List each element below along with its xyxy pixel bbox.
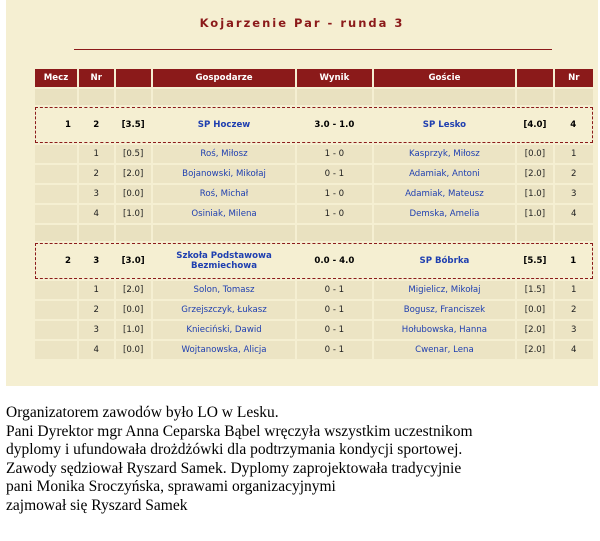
header-away-nr: Nr — [555, 69, 593, 87]
board-number: 1 — [79, 281, 114, 299]
away-board-number: 2 — [555, 301, 593, 319]
board-row — [35, 185, 593, 203]
home-team-nr: 3 — [79, 243, 114, 279]
away-board-number: 4 — [555, 341, 593, 359]
header-mecz: Mecz — [35, 69, 77, 87]
away-board-number: 2 — [555, 165, 593, 183]
away-player-points: [1.0] — [517, 185, 552, 203]
notes-line: zajmował się Ryszard Samek — [6, 496, 188, 514]
notes-line: Pani Dyrektor mgr Anna Ceparska Bąbel wręczyła wszystkim uczestnikom — [6, 422, 473, 440]
away-team-nr: 4 — [555, 107, 593, 143]
away-player-link[interactable]: Kasprzyk, Miłosz — [374, 145, 516, 163]
board-result: 1 - 0 — [297, 185, 371, 203]
board-row — [35, 165, 593, 183]
board-number: 4 — [79, 341, 114, 359]
away-team-link[interactable]: SP Lesko — [374, 107, 516, 143]
notes-line: pani Monika Sroczyńska, sprawami organizacyjnymi — [6, 478, 336, 496]
match-score: 0.0 - 4.0 — [297, 243, 371, 279]
away-board-number: 1 — [555, 145, 593, 163]
match-row — [35, 243, 593, 279]
table-header-row — [35, 69, 593, 87]
home-player-link[interactable]: Osiniak, Milena — [153, 205, 295, 223]
event-notes — [6, 404, 596, 516]
page-title: Kojarzenie Par - runda 3 — [199, 16, 405, 30]
board-result: 0 - 1 — [297, 165, 371, 183]
board-result: 1 - 0 — [297, 205, 371, 223]
home-player-points: [2.0] — [116, 165, 151, 183]
board-result: 0 - 1 — [297, 341, 371, 359]
away-player-link[interactable]: Demska, Amelia — [374, 205, 516, 223]
home-team-points: [3.0] — [116, 243, 151, 279]
away-player-link[interactable]: Migielicz, Mikołaj — [374, 281, 516, 299]
away-board-number: 4 — [555, 205, 593, 223]
away-player-link[interactable]: Hołubowska, Hanna — [374, 321, 516, 339]
title-divider — [74, 49, 552, 50]
away-player-link[interactable]: Cwenar, Lena — [374, 341, 516, 359]
away-player-points: [2.0] — [517, 321, 552, 339]
away-board-number: 3 — [555, 321, 593, 339]
away-player-points: [1.5] — [517, 281, 552, 299]
home-player-points: [1.0] — [116, 205, 151, 223]
away-team-link[interactable]: SP Bóbrka — [374, 243, 516, 279]
board-result: 0 - 1 — [297, 321, 371, 339]
match-row — [35, 107, 593, 143]
away-team-points: [4.0] — [517, 107, 552, 143]
board-result: 0 - 1 — [297, 301, 371, 319]
header-home-points — [116, 69, 151, 87]
home-player-link[interactable]: Roś, Michał — [153, 185, 295, 203]
home-player-points: [0.0] — [116, 301, 151, 319]
header-wynik: Wynik — [297, 69, 371, 87]
board-row — [35, 301, 593, 319]
match-score: 3.0 - 1.0 — [297, 107, 371, 143]
home-player-link[interactable]: Knieciński, Dawid — [153, 321, 295, 339]
away-board-number: 1 — [555, 281, 593, 299]
board-number: 2 — [79, 301, 114, 319]
notes-line: Organizatorem zawodów było LO w Lesku. — [6, 404, 279, 421]
board-number: 1 — [79, 145, 114, 163]
header-away-points — [517, 69, 552, 87]
away-player-points: [0.0] — [517, 145, 552, 163]
away-player-points: [2.0] — [517, 165, 552, 183]
board-result: 0 - 1 — [297, 281, 371, 299]
home-player-points: [0.0] — [116, 341, 151, 359]
board-row — [35, 145, 593, 163]
away-player-link[interactable]: Adamiak, Antoni — [374, 165, 516, 183]
home-team-link[interactable]: SP Hoczew — [153, 107, 295, 143]
home-team-link[interactable]: Szkoła Podstawowa Bezmiechowa — [153, 243, 295, 279]
notes-line: Zawody sędziował Ryszard Samek. Dyplomy zaprojektowała tradycyjnie — [6, 459, 462, 477]
home-team-points: [3.5] — [116, 107, 151, 143]
away-player-points: [0.0] — [517, 301, 552, 319]
away-team-nr: 1 — [555, 243, 593, 279]
home-player-link[interactable]: Grzejszczyk, Łukasz — [153, 301, 295, 319]
home-player-points: [0.5] — [116, 145, 151, 163]
away-player-link[interactable]: Adamiak, Mateusz — [374, 185, 516, 203]
away-board-number: 3 — [555, 185, 593, 203]
home-player-link[interactable]: Roś, Miłosz — [153, 145, 295, 163]
spacer-row — [35, 225, 593, 241]
away-player-points: [2.0] — [517, 341, 552, 359]
home-player-link[interactable]: Wojtanowska, Alicja — [153, 341, 295, 359]
home-team-nr: 2 — [79, 107, 114, 143]
home-player-link[interactable]: Solon, Tomasz — [153, 281, 295, 299]
board-row — [35, 341, 593, 359]
notes-line: dyplomy i ufundowała drożdżówki dla podtrzymania kondycji sportowej. — [6, 441, 463, 459]
board-number: 2 — [79, 165, 114, 183]
pairings-table — [33, 67, 595, 361]
home-player-link[interactable]: Bojanowski, Mikołaj — [153, 165, 295, 183]
header-goscie: Goście — [374, 69, 516, 87]
spacer-row — [35, 89, 593, 105]
board-row — [35, 281, 593, 299]
away-player-link[interactable]: Bogusz, Franciszek — [374, 301, 516, 319]
board-row — [35, 205, 593, 223]
match-number: 2 — [35, 243, 77, 279]
home-player-points: [0.0] — [116, 185, 151, 203]
header-gospodarze: Gospodarze — [153, 69, 295, 87]
board-number: 3 — [79, 185, 114, 203]
board-result: 1 - 0 — [297, 145, 371, 163]
board-number: 4 — [79, 205, 114, 223]
board-row — [35, 321, 593, 339]
header-nr: Nr — [79, 69, 114, 87]
home-player-points: [2.0] — [116, 281, 151, 299]
pairings-panel — [6, 0, 598, 386]
board-number: 3 — [79, 321, 114, 339]
away-player-points: [1.0] — [517, 205, 552, 223]
away-team-points: [5.5] — [517, 243, 552, 279]
home-player-points: [1.0] — [116, 321, 151, 339]
match-number: 1 — [35, 107, 77, 143]
